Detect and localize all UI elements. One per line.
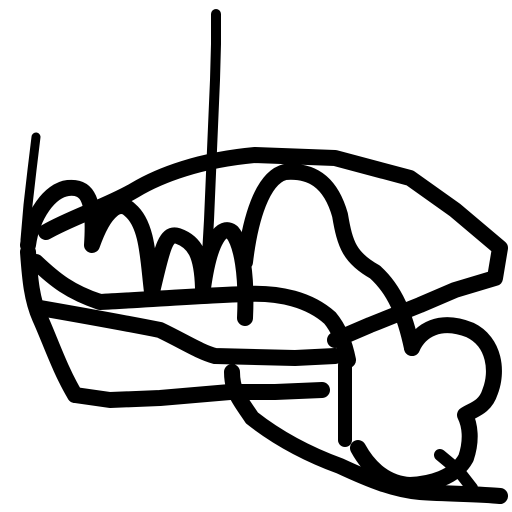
right-lobe-outline bbox=[358, 325, 494, 485]
lower-rim-line bbox=[40, 308, 335, 358]
base-line bbox=[75, 390, 322, 400]
